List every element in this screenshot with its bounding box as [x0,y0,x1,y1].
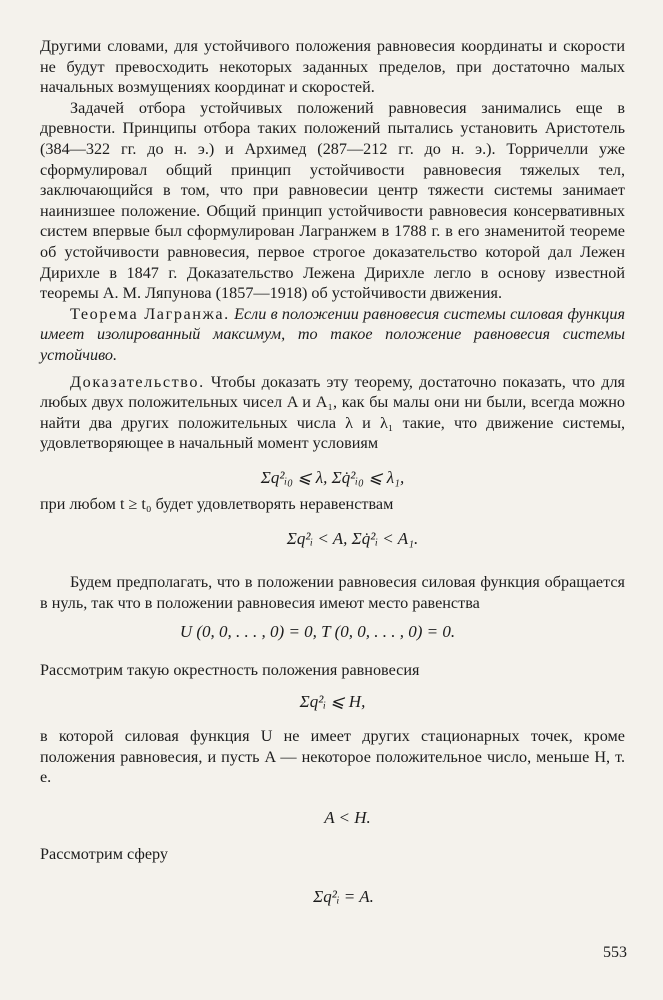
paragraph-assumption: Будем предполагать, что в положении равновесия силовая функция обращается в нуль, так что в положении равновесия имеют место равенства [40,573,625,613]
proof-label: Доказательство. [70,372,205,391]
paragraph-for-any-t: при любом t ≥ t₀ будет удовлетворять неравенствам [40,494,394,513]
formula-neighborhood: Σq²ᵢ ⩽ H, [299,692,366,712]
formula-equalities: U (0, 0, . . . , 0) = 0, T (0, 0, . . . , 0) = 0. [179,621,456,641]
paragraph-force-function: в которой силовая функция U не имеет других стационарных точек, кроме положения равновесия, и пусть A — некоторое положительное число, меньше H, т. е. [40,727,625,787]
proof-text: Чтобы доказать эту теорему, достаточно показать, что для любых двух положительных чисел A и A₁, как бы малы они ни были, всегда можно найти два других положительных числа λ и λ₁ такие, что движение системы, удовлетворяющее в начальный момент условиям [40,372,625,453]
theorem-text: Если в положении равновесия системы силовая функция имеет изолированный максимум, то такое положение равновесия системы устойчиво. [40,304,626,364]
formula-inequalities: Σq²ᵢ < A, Σq̇²ᵢ < A₁. [286,529,419,549]
paragraph-stability-definition: Другими словами, для устойчивого положения равновесия координаты и скорости не будут превосходить некоторых заданных пределов, при достаточно малых начальных возмущениях координат и скоростей. [40,37,625,97]
proof-paragraph [40,372,625,454]
theorem-label: Теорема Лагранжа. [70,304,230,323]
paragraph-history: Задачей отбора устойчивых положений равновесия занимались еще в древности. Принципы отбора таких положений пытались установить Аристотель (384—322 гг. до н. э.) и Архимед (287—212 гг. до н. э.). Торричелли уже сформулировал общий принцип устойчивости равновесия тяжелых тел, заключающийся в том, что при равновесии центр тяжести системы занимает наинизшее положение. Общий принцип устойчивости равновесия консервативных систем впервые был сформулирован Лагранжем в 1788 г. в его знаменитой теореме об устойчивости равновесия, первое строгое доказательство которой дал Лежен Дирихле в 1847 г. Доказательство Лежена Дирихле легло в основу известной теоремы А. М. Ляпунова (1857—1918) об устойчивости движения. [40,98,625,303]
formula-sphere: Σq²ᵢ = A. [313,886,374,906]
paragraph-sphere: Рассмотрим сферу [40,845,169,864]
formula-initial-conditions: Σq²ᵢ₀ ⩽ λ, Σq̇²ᵢ₀ ⩽ λ₁, [260,467,405,487]
formula-a-less-h: A < H. [324,808,371,828]
theorem-statement [40,304,625,366]
paragraph-neighborhood: Рассмотрим такую окрестность положения равновесия [40,660,420,679]
page-number: 553 [603,944,627,961]
